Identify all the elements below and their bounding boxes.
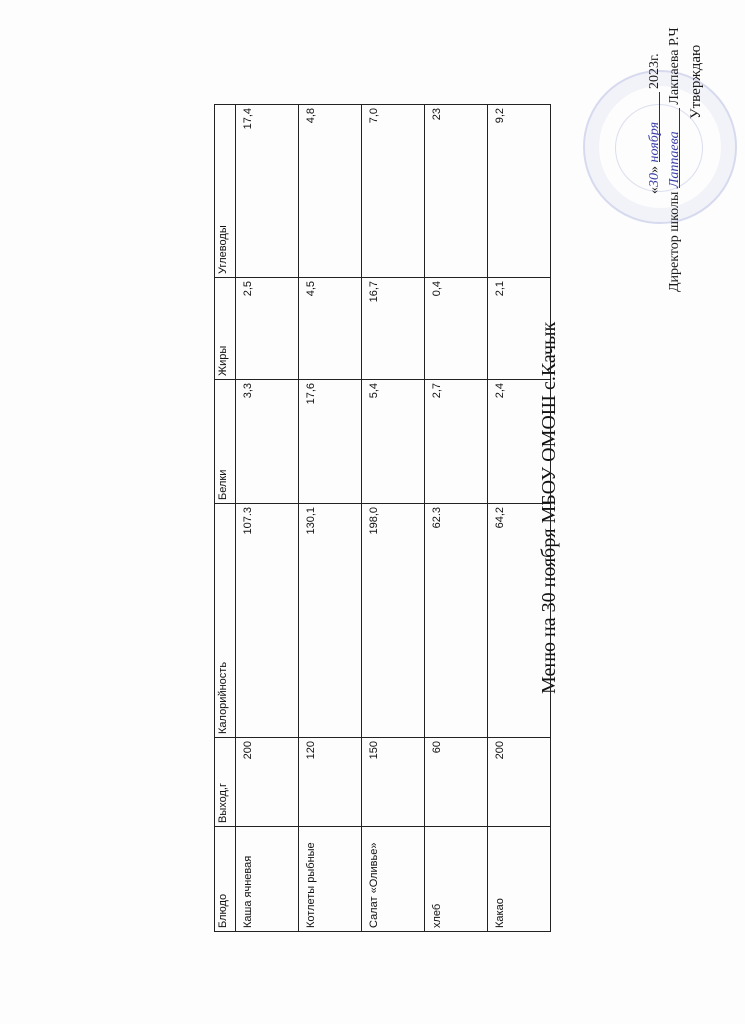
menu-table — [214, 104, 551, 932]
cell-output: 200 — [488, 738, 551, 827]
cell-carbs: 23 — [425, 105, 488, 278]
official-stamp — [583, 70, 737, 224]
cell-calories: 64,2 — [488, 504, 551, 738]
cell-fats: 2,1 — [488, 278, 551, 380]
cell-dish: Салат «Оливье» — [362, 827, 425, 932]
director-prefix: Директор школы — [667, 191, 682, 292]
date-year: 2023г. — [647, 53, 662, 89]
cell-carbs: 4,8 — [299, 105, 362, 278]
cell-dish: Какао — [488, 827, 551, 932]
cell-fats: 16,7 — [362, 278, 425, 380]
cell-fats: 4,5 — [299, 278, 362, 380]
cell-carbs: 7,0 — [362, 105, 425, 278]
table-row — [425, 105, 488, 932]
cell-output: 150 — [362, 738, 425, 827]
cell-fats: 0,4 — [425, 278, 488, 380]
cell-proteins: 5,4 — [362, 380, 425, 504]
cell-fats: 2,5 — [236, 278, 299, 380]
cell-calories: 107.3 — [236, 504, 299, 738]
cell-dish: Котлеты рыбные — [299, 827, 362, 932]
page-title: Меню на 30 ноября МБОУ ОМОШ с.Качык — [538, 321, 560, 694]
table-row — [236, 105, 299, 932]
cell-proteins: 3,3 — [236, 380, 299, 504]
header-proteins: Белки — [215, 380, 236, 504]
cell-proteins: 2,4 — [488, 380, 551, 504]
table-header-row — [215, 105, 236, 932]
date-day: 30 — [647, 173, 662, 187]
cell-carbs: 17,4 — [236, 105, 299, 278]
cell-dish: хлеб — [425, 827, 488, 932]
cell-proteins: 17,6 — [299, 380, 362, 504]
cell-output: 200 — [236, 738, 299, 827]
table-row — [362, 105, 425, 932]
header-carbs: Углеводы — [215, 105, 236, 278]
header-calories: Калорийность — [215, 504, 236, 738]
cell-dish: Каша ячневая — [236, 827, 299, 932]
header-dish: Блюдо — [215, 827, 236, 932]
table-row — [488, 105, 551, 932]
date-month: ноября — [647, 121, 662, 163]
cell-proteins: 2,7 — [425, 380, 488, 504]
cell-carbs: 9,2 — [488, 105, 551, 278]
cell-output: 120 — [299, 738, 362, 827]
cell-output: 60 — [425, 738, 488, 827]
cell-calories: 130,1 — [299, 504, 362, 738]
cell-calories: 62.3 — [425, 504, 488, 738]
cell-calories: 198,0 — [362, 504, 425, 738]
approval-title: Утверждаю — [688, 44, 704, 119]
director-name: Лакпаева Р.Ч — [667, 27, 682, 105]
header-fats: Жиры — [215, 278, 236, 380]
date-quote-open: « — [647, 187, 662, 194]
header-output: Выход,г — [215, 738, 236, 827]
date-quote-close: » — [647, 166, 662, 173]
director-signature: Лаппаева — [667, 131, 682, 189]
table-row — [299, 105, 362, 932]
